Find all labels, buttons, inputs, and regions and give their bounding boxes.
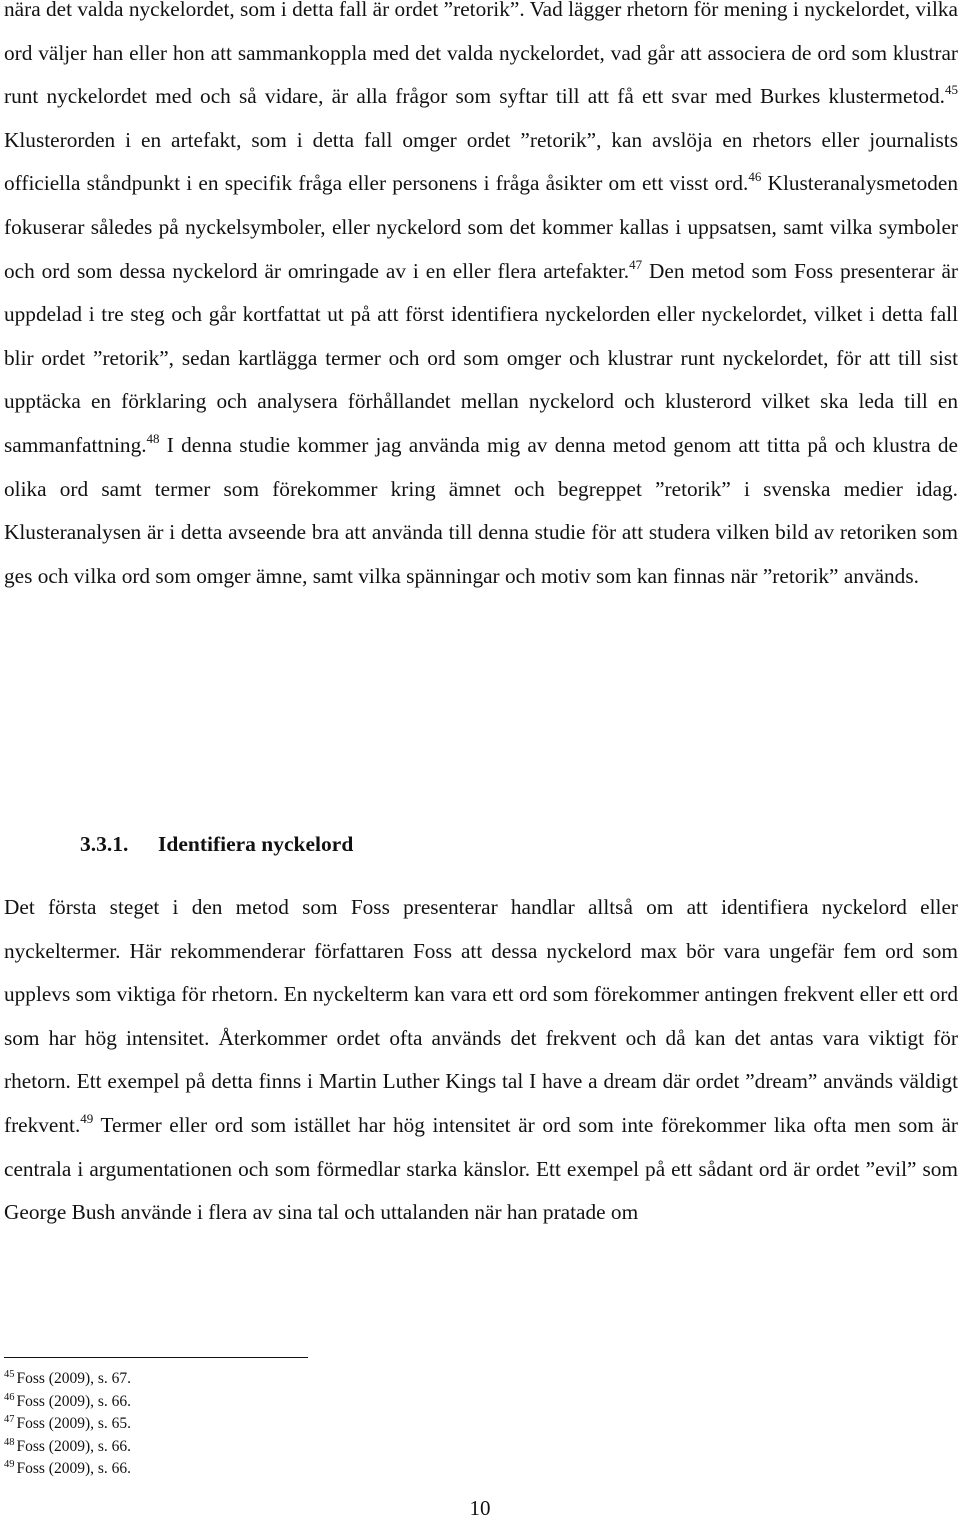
- footnote-item: [4, 1458, 131, 1481]
- footnote-ref: 46: [748, 169, 762, 185]
- footnote-ref: 45: [945, 82, 958, 98]
- footnote-item: [4, 1413, 131, 1436]
- footnote-list: [4, 1368, 131, 1481]
- footnote-item: [4, 1368, 131, 1391]
- paragraph-text: Det första steget i den metod som Foss presenterar handlar alltså om att identifiera nyckelord eller nyckeltermer. Här rekommenderar författaren Foss att dessa nyckelord max bör vara ungefär fem ord som upplevs som viktiga för rhetorn. En nyckelterm kan vara ett ord som förekommer antingen frekvent eller ett ord som har hög intensitet. Återkommer ordet ofta används det frekvent och då kan det antas vara viktigt för rhetorn. Ett exempel på detta finns i Martin Luther Kings tal I have a dream där ordet ”dream” används väldigt frekvent.: [4, 895, 958, 1137]
- paragraph-text: I denna studie kommer jag använda mig av denna metod genom att titta på och klustra de olika ord samt termer som förekommer kring ämnet och begreppet ”retorik” i svenska medier idag. Klusteranalysen är i detta avseende bra att använda till denna studie för att studera vilken bild av retoriken som ges och vilka ord som omger ämne, samt vilka spänningar och motiv som kan finnas när ”retorik” används.: [4, 432, 958, 588]
- footnote-number: 45: [4, 1369, 15, 1380]
- section-number: 3.3.1.: [80, 832, 129, 856]
- paragraph-text: Klusteranalysmetoden fokuserar således på nyckelsymboler, eller nyckelord som det kommer kallas i uppsatsen, samt vilka symboler och ord som dessa nyckelord är omringade av i en eller flera artefakter.: [4, 171, 958, 283]
- footnote-text: Foss (2009), s. 66.: [16, 1460, 132, 1477]
- body-paragraph-2: [4, 886, 958, 1235]
- footnote-number: 46: [4, 1391, 15, 1403]
- footnote-ref: 48: [146, 430, 160, 446]
- footnote-item: [4, 1391, 131, 1414]
- footnote-number: 47: [4, 1414, 15, 1425]
- section-title: Identifiera nyckelord: [158, 832, 354, 856]
- footnote-text: Foss (2009), s. 67.: [16, 1370, 132, 1387]
- footnote-text: Foss (2009), s. 66.: [16, 1392, 132, 1410]
- footnote-item: [4, 1436, 131, 1459]
- paragraph-text: Klusterorden i en artefakt, som i detta fall omger ordet ”retorik”, kan avslöja en rhetors eller journalists officiella ståndpunkt i en specifik fråga eller personens i fråga åsikter om ett visst ord.: [4, 127, 958, 196]
- paragraph-text: Termer eller ord som istället har hög intensitet är ord som inte förekommer lika ofta men som är centrala i argumentationen och som förmedlar starka känslor. Ett exempel på ett sådant ord är ordet ”evil” som George Bush använde i flera av sina tal och uttalanden när han pratade om: [4, 1112, 958, 1225]
- paragraph-text: Den metod som Foss presenterar är uppdelad i tre steg och går kortfattat ut på att först identifiera nyckelorden eller nyckelordet, vilket i detta fall blir ordet ”retorik”, sedan kartlägga termer och ord som omger och klustrar runt nyckelordet, för att till sist upptäcka en förklaring och analysera förhållandet mellan nyckelord och klusterord vilket ska leda till en sammanfattning.: [4, 258, 958, 457]
- footnote-text: Foss (2009), s. 65.: [16, 1415, 132, 1432]
- body-paragraph-1: [4, 0, 958, 598]
- footnote-number: 48: [4, 1436, 15, 1448]
- footnote-ref: 49: [80, 1110, 94, 1126]
- paragraph-text: nära det valda nyckelordet, som i detta fall är ordet ”retorik”. Vad lägger rhetorn för mening i nyckelordet, vilka ord väljer han eller hon att sammankoppla med det valda nyckelordet, vad går att associera de ord som klustrar runt nyckelordet med och så vidare, är alla frågor som syftar till att få ett svar med Burkes klustermetod.: [4, 0, 958, 109]
- footnote-number: 49: [4, 1459, 15, 1470]
- footnote-text: Foss (2009), s. 66.: [16, 1437, 132, 1455]
- section-heading: [80, 832, 353, 857]
- footnote-separator: [4, 1357, 308, 1358]
- footnote-ref: 47: [629, 256, 643, 272]
- page-number: 10: [469, 1496, 491, 1520]
